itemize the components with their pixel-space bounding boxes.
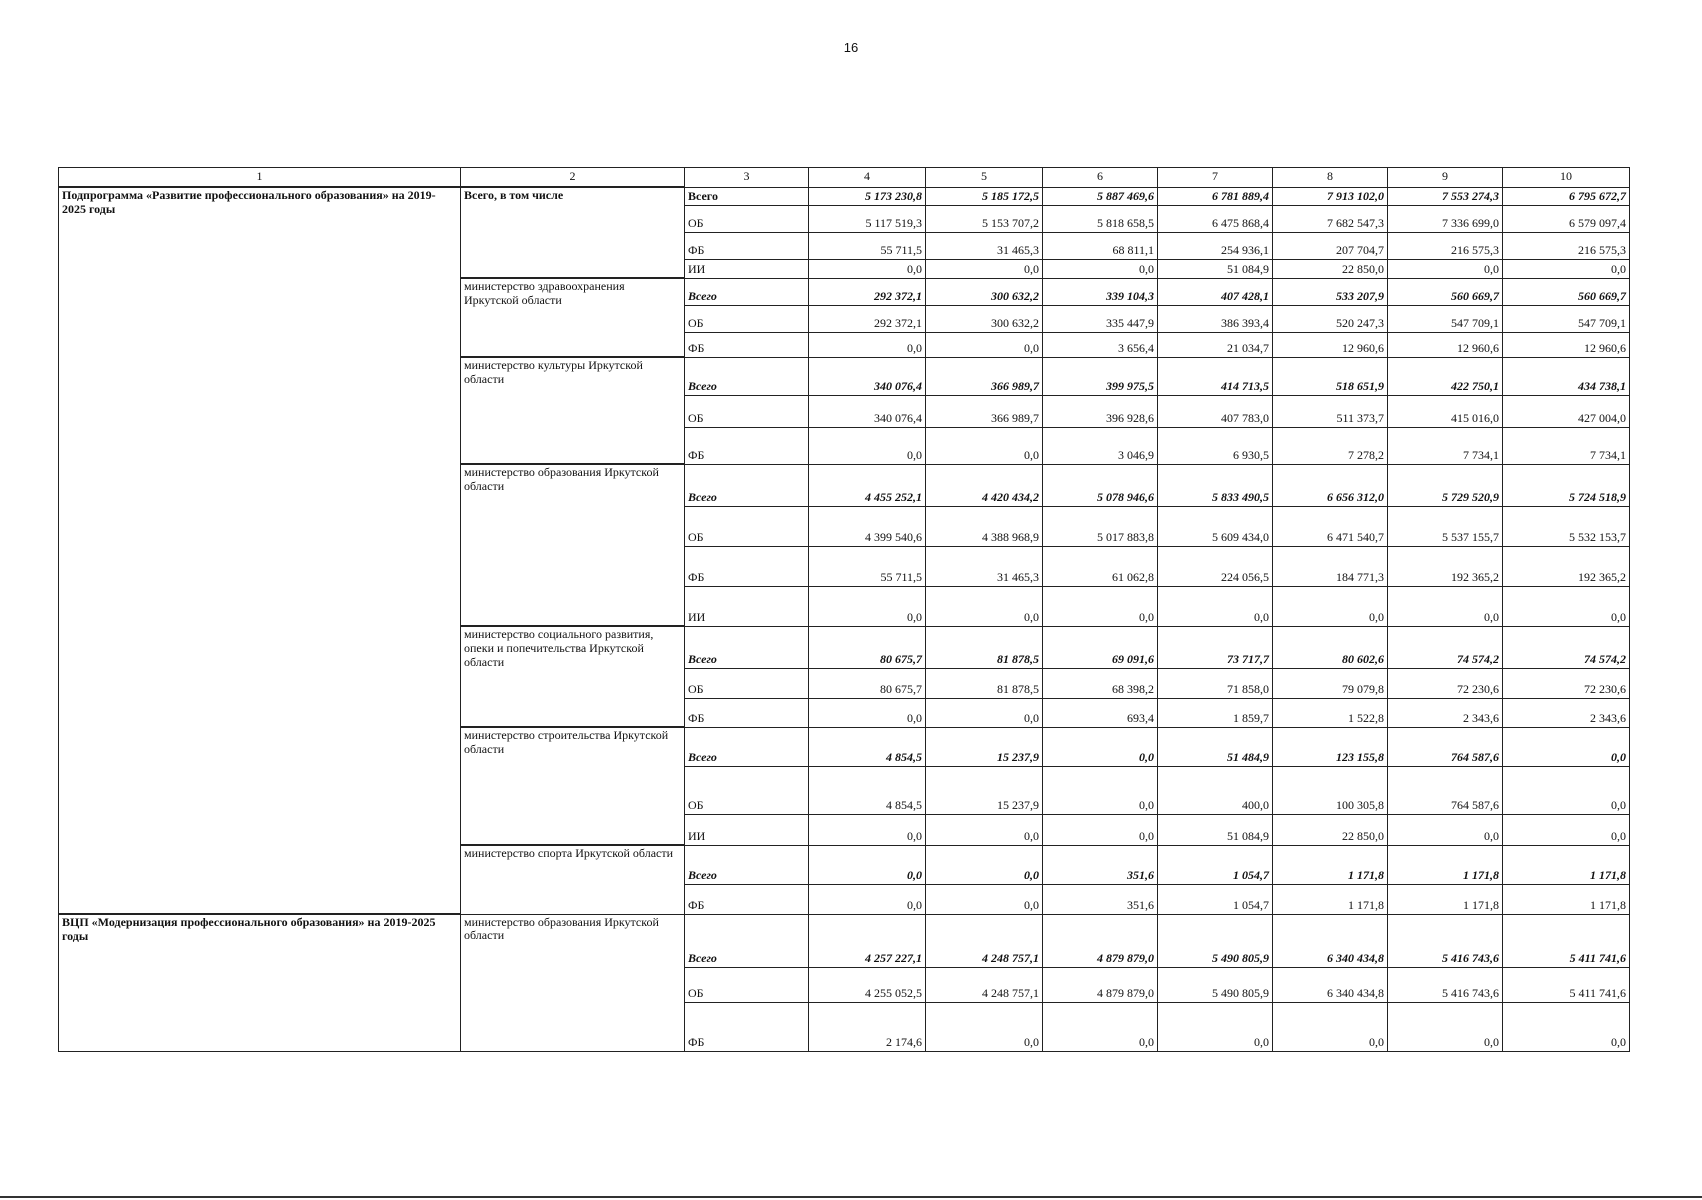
- value-cell: 72 230,6: [1503, 668, 1630, 698]
- value-cell: 366 989,7: [926, 395, 1043, 427]
- executor-name: министерство здравоохранения Иркутской области: [461, 278, 685, 357]
- value-cell: 520 247,3: [1273, 305, 1388, 332]
- value-cell: 7 278,2: [1273, 427, 1388, 464]
- value-cell: 123 155,8: [1273, 727, 1388, 766]
- value-cell: 72 230,6: [1388, 668, 1503, 698]
- value-cell: 6 930,5: [1158, 427, 1273, 464]
- header-cell: 7: [1158, 168, 1273, 188]
- value-cell: 300 632,2: [926, 305, 1043, 332]
- value-cell: 4 248 757,1: [926, 914, 1043, 967]
- value-cell: 0,0: [809, 586, 926, 626]
- value-cell: 1 171,8: [1273, 845, 1388, 884]
- value-cell: 80 675,7: [809, 668, 926, 698]
- value-cell: 0,0: [926, 884, 1043, 914]
- value-cell: 1 859,7: [1158, 698, 1273, 727]
- value-cell: 396 928,6: [1043, 395, 1158, 427]
- executor-name: министерство культуры Иркутской области: [461, 357, 685, 464]
- value-cell: 5 490 805,9: [1158, 914, 1273, 967]
- header-row: [59, 168, 1630, 188]
- value-cell: 0,0: [1503, 259, 1630, 278]
- value-cell: 3 046,9: [1043, 427, 1158, 464]
- value-cell: 6 475 868,4: [1158, 205, 1273, 232]
- executor-name: министерство спорта Иркутской области: [461, 845, 685, 914]
- executor-name: министерство образования Иркутской области: [461, 464, 685, 626]
- value-cell: 51 484,9: [1158, 727, 1273, 766]
- executor-name: Всего, в том числе: [461, 187, 685, 278]
- executor-name: министерство образования Иркутской области: [461, 914, 685, 1051]
- value-cell: 5 887 469,6: [1043, 187, 1158, 205]
- funding-source: ФБ: [685, 546, 809, 586]
- funding-source: Всего: [685, 727, 809, 766]
- value-cell: 2 174,6: [809, 1002, 926, 1051]
- value-cell: 7 913 102,0: [1273, 187, 1388, 205]
- value-cell: 74 574,2: [1388, 626, 1503, 668]
- value-cell: 51 084,9: [1158, 259, 1273, 278]
- value-cell: 1 171,8: [1273, 884, 1388, 914]
- value-cell: 1 054,7: [1158, 884, 1273, 914]
- value-cell: 31 465,3: [926, 232, 1043, 259]
- funding-source: ФБ: [685, 232, 809, 259]
- header-cell: 10: [1503, 168, 1630, 188]
- funding-source: ИИ: [685, 814, 809, 845]
- value-cell: 5 416 743,6: [1388, 914, 1503, 967]
- funding-source: ФБ: [685, 1002, 809, 1051]
- value-cell: 7 336 699,0: [1388, 205, 1503, 232]
- value-cell: 4 248 757,1: [926, 967, 1043, 1002]
- value-cell: 1 171,8: [1388, 884, 1503, 914]
- value-cell: 0,0: [1158, 586, 1273, 626]
- value-cell: 3 656,4: [1043, 332, 1158, 357]
- value-cell: 55 711,5: [809, 546, 926, 586]
- value-cell: 4 255 052,5: [809, 967, 926, 1002]
- header-cell: 9: [1388, 168, 1503, 188]
- value-cell: 0,0: [809, 698, 926, 727]
- value-cell: 351,6: [1043, 845, 1158, 884]
- value-cell: 4 854,5: [809, 727, 926, 766]
- value-cell: 5 411 741,6: [1503, 967, 1630, 1002]
- value-cell: 292 372,1: [809, 305, 926, 332]
- value-cell: 366 989,7: [926, 357, 1043, 395]
- value-cell: 4 257 227,1: [809, 914, 926, 967]
- value-cell: 0,0: [926, 332, 1043, 357]
- value-cell: 0,0: [1043, 814, 1158, 845]
- header-cell: 2: [461, 168, 685, 188]
- value-cell: 100 305,8: [1273, 766, 1388, 814]
- budget-table: [58, 167, 1630, 1052]
- value-cell: 6 579 097,4: [1503, 205, 1630, 232]
- value-cell: 4 879 879,0: [1043, 967, 1158, 1002]
- funding-source: Всего: [685, 845, 809, 884]
- value-cell: 0,0: [926, 845, 1043, 884]
- funding-source: Всего: [685, 464, 809, 506]
- funding-source: ФБ: [685, 427, 809, 464]
- value-cell: 399 975,5: [1043, 357, 1158, 395]
- value-cell: 0,0: [1503, 586, 1630, 626]
- value-cell: 340 076,4: [809, 357, 926, 395]
- value-cell: 0,0: [1043, 766, 1158, 814]
- funding-source: Всего: [685, 357, 809, 395]
- value-cell: 6 781 889,4: [1158, 187, 1273, 205]
- value-cell: 0,0: [1503, 727, 1630, 766]
- funding-source: ФБ: [685, 884, 809, 914]
- value-cell: 5 078 946,6: [1043, 464, 1158, 506]
- value-cell: 1 054,7: [1158, 845, 1273, 884]
- value-cell: 21 034,7: [1158, 332, 1273, 357]
- value-cell: 80 602,6: [1273, 626, 1388, 668]
- value-cell: 207 704,7: [1273, 232, 1388, 259]
- value-cell: 0,0: [1273, 1002, 1388, 1051]
- value-cell: 2 343,6: [1388, 698, 1503, 727]
- value-cell: 5 537 155,7: [1388, 506, 1503, 546]
- value-cell: 292 372,1: [809, 278, 926, 305]
- value-cell: 518 651,9: [1273, 357, 1388, 395]
- value-cell: 2 343,6: [1503, 698, 1630, 727]
- value-cell: 0,0: [1273, 586, 1388, 626]
- value-cell: 0,0: [809, 259, 926, 278]
- value-cell: 192 365,2: [1503, 546, 1630, 586]
- value-cell: 5 153 707,2: [926, 205, 1043, 232]
- executor-name: министерство социального развития, опеки и попечительства Иркутской области: [461, 626, 685, 727]
- value-cell: 1 522,8: [1273, 698, 1388, 727]
- value-cell: 0,0: [926, 1002, 1043, 1051]
- value-cell: 0,0: [1503, 1002, 1630, 1051]
- funding-source: ОБ: [685, 205, 809, 232]
- value-cell: 4 420 434,2: [926, 464, 1043, 506]
- value-cell: 5 490 805,9: [1158, 967, 1273, 1002]
- value-cell: 192 365,2: [1388, 546, 1503, 586]
- value-cell: 4 455 252,1: [809, 464, 926, 506]
- funding-source: ФБ: [685, 332, 809, 357]
- value-cell: 5 724 518,9: [1503, 464, 1630, 506]
- value-cell: 5 818 658,5: [1043, 205, 1158, 232]
- value-cell: 15 237,9: [926, 727, 1043, 766]
- value-cell: 0,0: [1043, 727, 1158, 766]
- value-cell: 560 669,7: [1388, 278, 1503, 305]
- value-cell: 547 709,1: [1503, 305, 1630, 332]
- value-cell: 6 471 540,7: [1273, 506, 1388, 546]
- value-cell: 0,0: [1043, 259, 1158, 278]
- value-cell: 422 750,1: [1388, 357, 1503, 395]
- value-cell: 0,0: [1388, 259, 1503, 278]
- value-cell: 0,0: [1503, 814, 1630, 845]
- value-cell: 69 091,6: [1043, 626, 1158, 668]
- value-cell: 0,0: [926, 814, 1043, 845]
- subprogram-title: Подпрограмма «Развитие профессионального образования» на 2019-2025 годы: [59, 187, 461, 914]
- value-cell: 7 682 547,3: [1273, 205, 1388, 232]
- value-cell: 5 729 520,9: [1388, 464, 1503, 506]
- value-cell: 5 833 490,5: [1158, 464, 1273, 506]
- value-cell: 1 171,8: [1503, 884, 1630, 914]
- value-cell: 7 734,1: [1503, 427, 1630, 464]
- funding-source: Всего: [685, 914, 809, 967]
- value-cell: 407 428,1: [1158, 278, 1273, 305]
- value-cell: 68 811,1: [1043, 232, 1158, 259]
- value-cell: 407 783,0: [1158, 395, 1273, 427]
- funding-source: Всего: [685, 278, 809, 305]
- funding-source: ИИ: [685, 586, 809, 626]
- header-cell: 8: [1273, 168, 1388, 188]
- value-cell: 335 447,9: [1043, 305, 1158, 332]
- value-cell: 400,0: [1158, 766, 1273, 814]
- value-cell: 4 399 540,6: [809, 506, 926, 546]
- value-cell: 427 004,0: [1503, 395, 1630, 427]
- value-cell: 6 795 672,7: [1503, 187, 1630, 205]
- page-bottom-border: [0, 1196, 1702, 1198]
- value-cell: 81 878,5: [926, 626, 1043, 668]
- value-cell: 434 738,1: [1503, 357, 1630, 395]
- vcp-title: ВЦП «Модернизация профессионального образования» на 2019-2025 годы: [59, 914, 461, 1051]
- value-cell: 533 207,9: [1273, 278, 1388, 305]
- value-cell: 693,4: [1043, 698, 1158, 727]
- value-cell: 22 850,0: [1273, 814, 1388, 845]
- value-cell: 6 340 434,8: [1273, 914, 1388, 967]
- value-cell: 0,0: [809, 814, 926, 845]
- value-cell: 216 575,3: [1388, 232, 1503, 259]
- value-cell: 74 574,2: [1503, 626, 1630, 668]
- value-cell: 68 398,2: [1043, 668, 1158, 698]
- value-cell: 51 084,9: [1158, 814, 1273, 845]
- value-cell: 6 340 434,8: [1273, 967, 1388, 1002]
- value-cell: 4 388 968,9: [926, 506, 1043, 546]
- funding-source: Всего: [685, 626, 809, 668]
- value-cell: 764 587,6: [1388, 727, 1503, 766]
- value-cell: 6 656 312,0: [1273, 464, 1388, 506]
- value-cell: 0,0: [1503, 766, 1630, 814]
- page-number: 16: [843, 40, 859, 55]
- funding-source: ОБ: [685, 967, 809, 1002]
- value-cell: 5 017 883,8: [1043, 506, 1158, 546]
- header-cell: 1: [59, 168, 461, 188]
- value-cell: 0,0: [809, 427, 926, 464]
- value-cell: 224 056,5: [1158, 546, 1273, 586]
- value-cell: 0,0: [1158, 1002, 1273, 1051]
- value-cell: 339 104,3: [1043, 278, 1158, 305]
- value-cell: 511 373,7: [1273, 395, 1388, 427]
- value-cell: 12 960,6: [1503, 332, 1630, 357]
- value-cell: 415 016,0: [1388, 395, 1503, 427]
- value-cell: 560 669,7: [1503, 278, 1630, 305]
- value-cell: 61 062,8: [1043, 546, 1158, 586]
- value-cell: 414 713,5: [1158, 357, 1273, 395]
- value-cell: 0,0: [1388, 814, 1503, 845]
- value-cell: 31 465,3: [926, 546, 1043, 586]
- value-cell: 351,6: [1043, 884, 1158, 914]
- value-cell: 4 879 879,0: [1043, 914, 1158, 967]
- value-cell: 386 393,4: [1158, 305, 1273, 332]
- value-cell: 0,0: [809, 845, 926, 884]
- funding-source: ОБ: [685, 766, 809, 814]
- value-cell: 0,0: [1388, 586, 1503, 626]
- value-cell: 764 587,6: [1388, 766, 1503, 814]
- value-cell: 22 850,0: [1273, 259, 1388, 278]
- value-cell: 5 117 519,3: [809, 205, 926, 232]
- value-cell: 81 878,5: [926, 668, 1043, 698]
- value-cell: 0,0: [926, 586, 1043, 626]
- value-cell: 5 532 153,7: [1503, 506, 1630, 546]
- value-cell: 300 632,2: [926, 278, 1043, 305]
- header-cell: 3: [685, 168, 809, 188]
- value-cell: 71 858,0: [1158, 668, 1273, 698]
- table-row: [59, 187, 1630, 205]
- funding-source: ОБ: [685, 506, 809, 546]
- value-cell: 0,0: [926, 698, 1043, 727]
- value-cell: 73 717,7: [1158, 626, 1273, 668]
- header-cell: 4: [809, 168, 926, 188]
- value-cell: 7 553 274,3: [1388, 187, 1503, 205]
- value-cell: 5 411 741,6: [1503, 914, 1630, 967]
- value-cell: 5 416 743,6: [1388, 967, 1503, 1002]
- value-cell: 0,0: [1043, 1002, 1158, 1051]
- value-cell: 0,0: [926, 259, 1043, 278]
- funding-source: ОБ: [685, 305, 809, 332]
- value-cell: 80 675,7: [809, 626, 926, 668]
- value-cell: 547 709,1: [1388, 305, 1503, 332]
- value-cell: 0,0: [926, 427, 1043, 464]
- funding-source: ОБ: [685, 668, 809, 698]
- table-row: [59, 914, 1630, 967]
- value-cell: 5 185 172,5: [926, 187, 1043, 205]
- value-cell: 254 936,1: [1158, 232, 1273, 259]
- value-cell: 12 960,6: [1273, 332, 1388, 357]
- funding-source: Всего: [685, 187, 809, 205]
- value-cell: 15 237,9: [926, 766, 1043, 814]
- value-cell: 0,0: [1043, 586, 1158, 626]
- value-cell: 0,0: [1388, 1002, 1503, 1051]
- value-cell: 1 171,8: [1388, 845, 1503, 884]
- value-cell: 4 854,5: [809, 766, 926, 814]
- value-cell: 340 076,4: [809, 395, 926, 427]
- funding-source: ФБ: [685, 698, 809, 727]
- header-cell: 5: [926, 168, 1043, 188]
- value-cell: 216 575,3: [1503, 232, 1630, 259]
- value-cell: 0,0: [809, 884, 926, 914]
- value-cell: 55 711,5: [809, 232, 926, 259]
- value-cell: 12 960,6: [1388, 332, 1503, 357]
- value-cell: 0,0: [809, 332, 926, 357]
- value-cell: 7 734,1: [1388, 427, 1503, 464]
- funding-source: ОБ: [685, 395, 809, 427]
- value-cell: 5 173 230,8: [809, 187, 926, 205]
- value-cell: 79 079,8: [1273, 668, 1388, 698]
- header-cell: 6: [1043, 168, 1158, 188]
- value-cell: 5 609 434,0: [1158, 506, 1273, 546]
- executor-name: министерство строительства Иркутской области: [461, 727, 685, 845]
- funding-source: ИИ: [685, 259, 809, 278]
- value-cell: 1 171,8: [1503, 845, 1630, 884]
- value-cell: 184 771,3: [1273, 546, 1388, 586]
